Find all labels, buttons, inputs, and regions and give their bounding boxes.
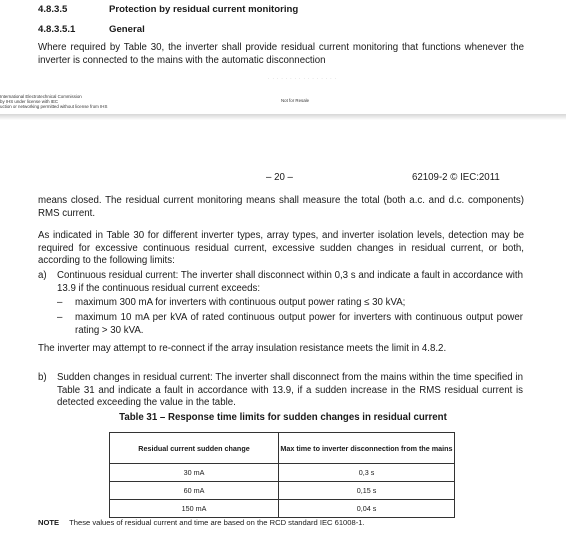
bullet-dash-icon: –	[57, 297, 63, 308]
table-caption: Table 31 – Response time limits for sudden changes in residual current	[119, 412, 447, 423]
bottom-page	[0, 120, 566, 536]
note-text: These values of residual current and time are based on the RCD standard IEC 61008-1.	[69, 518, 365, 527]
standard-reference: 62109-2 © IEC:2011	[412, 172, 500, 183]
footer-line: uction or networking permitted without license from IHS	[0, 104, 108, 109]
footer-line: International Electrotechnical Commission	[0, 94, 82, 99]
page-number: – 20 –	[266, 172, 293, 183]
not-for-resale-label: Not for Resale	[281, 98, 310, 103]
table-cell: 60 mA	[110, 482, 279, 500]
top-page-fragment	[0, 0, 566, 114]
section-number: 4.8.3.5	[38, 4, 68, 15]
table-header-cell: Residual current sudden change	[110, 433, 279, 464]
table-cell: 0,3 s	[279, 464, 455, 482]
bullet-dash-icon: –	[57, 312, 63, 323]
footer-line: by IHS under license with IEC	[0, 99, 59, 104]
list-item-a-text: Continuous residual current: The inverter shall disconnect within 0,3 s and indicate a fault in accordance with 13.9 if the continuous residual current exceeds:	[57, 270, 523, 294]
table-cell: 0,15 s	[279, 482, 455, 500]
list-label-b: b)	[38, 372, 47, 383]
bullet-item: maximum 10 mA per kVA of rated continuous output power for inverters with continuous output power rating > 30 kVA.	[75, 312, 523, 336]
table-cell: 150 mA	[110, 500, 279, 518]
section-title: Protection by residual current monitoring	[109, 4, 299, 15]
table-cell: 30 mA	[110, 464, 279, 482]
paragraph-reconnect: The inverter may attempt to re-connect if the array insulation resistance meets the limit in 4.8.2.	[38, 343, 447, 354]
table-header-row	[110, 433, 455, 464]
table-row	[110, 464, 455, 482]
table-cell: 0,04 s	[279, 500, 455, 518]
table-note	[38, 518, 365, 527]
table-header-cell: Max time to inverter disconnection from the mains	[279, 433, 455, 464]
table-row	[110, 482, 455, 500]
list-label-a: a)	[38, 270, 47, 281]
decorative-dots: · · · · · · · · · · · · · · · ·	[268, 76, 337, 81]
subsection-title: General	[109, 24, 145, 35]
paragraph-limits-intro: As indicated in Table 30 for different inverter types, array types, and inverter isolation levels, detection may be required for excessive continuous residual current, excessive sudden changes in residual current, or both, according to the following limits:	[38, 230, 524, 267]
note-label: NOTE	[38, 518, 60, 527]
intro-paragraph: Where required by Table 30, the inverter shall provide residual current monitoring that functions whenever the inverter is connected to the mains with the automatic disconnection	[38, 42, 524, 66]
paragraph-continued: means closed. The residual current monitoring means shall measure the total (both a.c. and d.c. components) RMS current.	[38, 195, 524, 219]
list-item-b-text: Sudden changes in residual current: The inverter shall disconnect from the mains within the time specified in Table 31 and indicate a fault in accordance with 13.9, if a sudden increase in the RMS residual current is detected exceeding the value in the table.	[57, 372, 523, 409]
bullet-item: maximum 300 mA for inverters with continuous output power rating ≤ 30 kVA;	[75, 297, 406, 308]
table-row	[110, 500, 455, 518]
subsection-number: 4.8.3.5.1	[38, 24, 76, 35]
license-footer	[0, 94, 107, 109]
response-time-table	[109, 432, 455, 518]
